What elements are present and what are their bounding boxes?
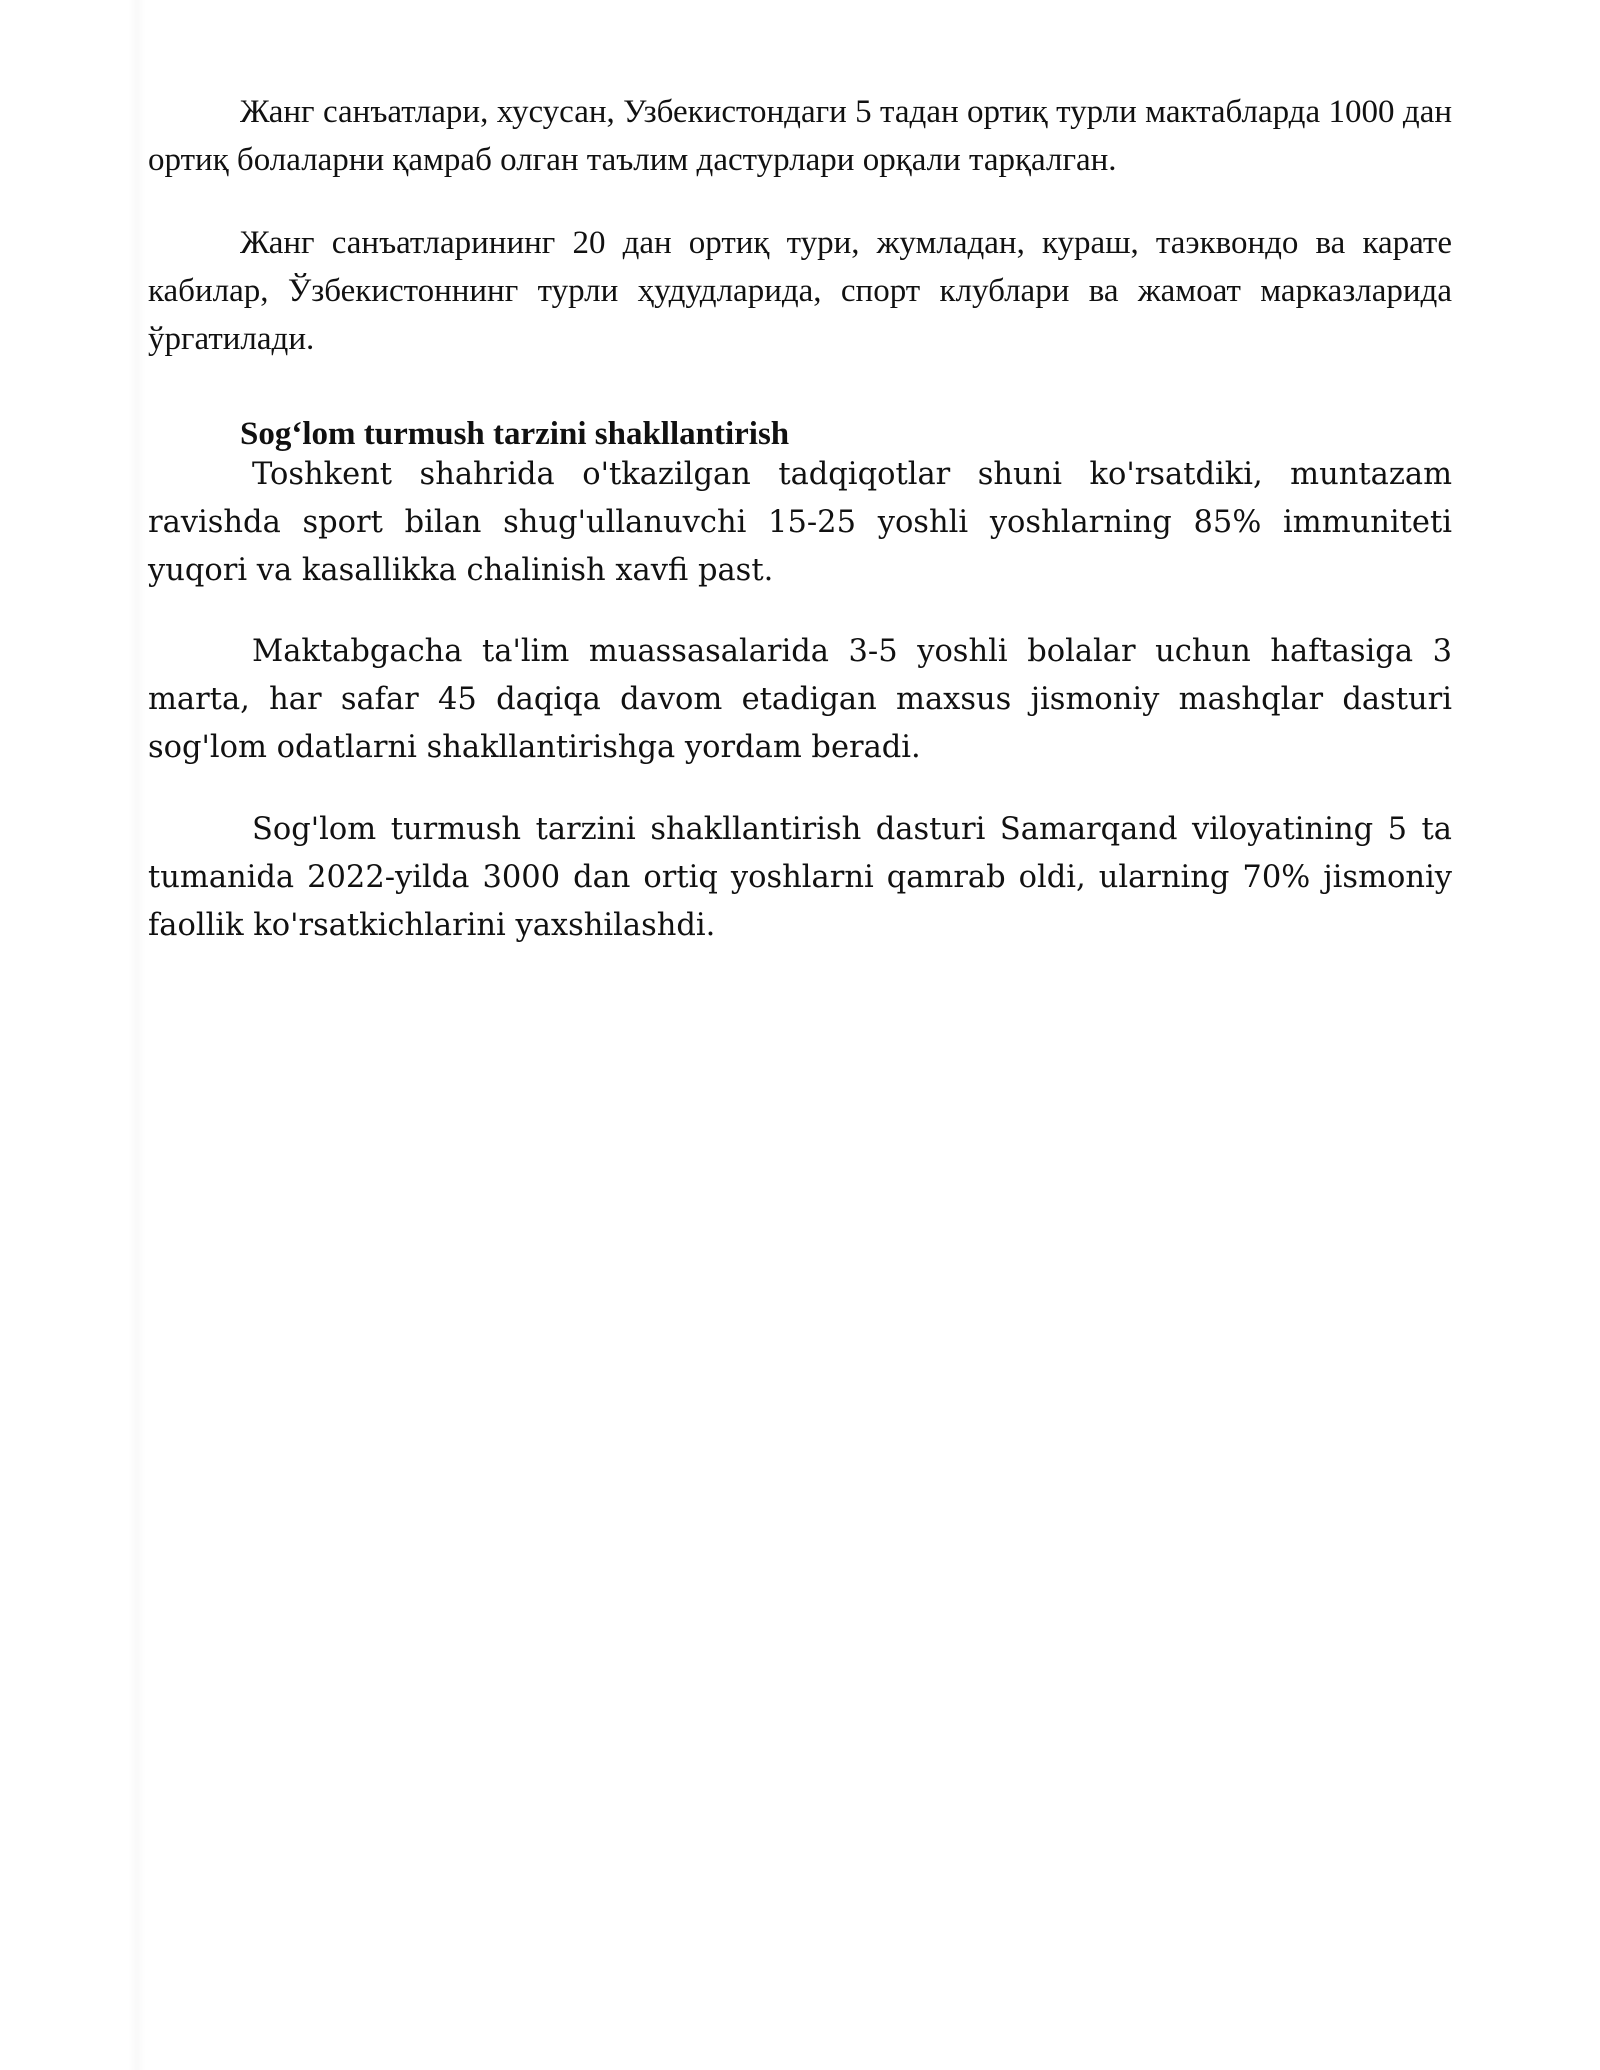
paragraph-martial-arts-schools: Жанг санъатлари, хусусан, Узбекистондаги 5 тадан ортиқ турли мактабларда 1000 дан ортиқ болаларни қамраб олган таълим дастурлари орқали тарқалган. bbox=[148, 94, 1452, 178]
page-edge-shadow bbox=[128, 0, 146, 2070]
paragraph-preschool-program: Maktabgacha ta'lim muassasalarida 3-5 yoshli bolalar uchun haftasiga 3 marta, har safar 45 daqiqa davom etadigan maxsus jismoniy mashqlar dasturi sog'lom odatlarni shakllantirishga yordam beradi. bbox=[148, 634, 1452, 765]
section-heading: Sog‘lom turmush tarzini shakllantirish bbox=[240, 416, 790, 452]
paragraph-samarkand-program: Sog'lom turmush tarzini shakllantirish dasturi Samarqand viloyatining 5 ta tumanida 2022-yilda 3000 dan ortiq yoshlarni qamrab oldi, ularning 70% jismoniy faollik ko'rsatkichlarini yaxshilashdi. bbox=[148, 812, 1452, 943]
paragraph-tashkent-research: Toshkent shahrida o'tkazilgan tadqiqotlar shuni ko'rsatdiki, muntazam ravishda sport bilan shug'ullanuvchi 15-25 yoshli yoshlarning 85% immuniteti yuqori va kasallikka chalinish xavfi past. bbox=[148, 457, 1452, 588]
paragraph-martial-arts-types: Жанг санъатларининг 20 дан ортиқ тури, жумладан, кураш, таэквондо ва карате кабилар, Ўзбекистоннинг турли ҳудудларида, спорт клублари ва жамоат марказларида ўргатилади. bbox=[148, 225, 1452, 357]
